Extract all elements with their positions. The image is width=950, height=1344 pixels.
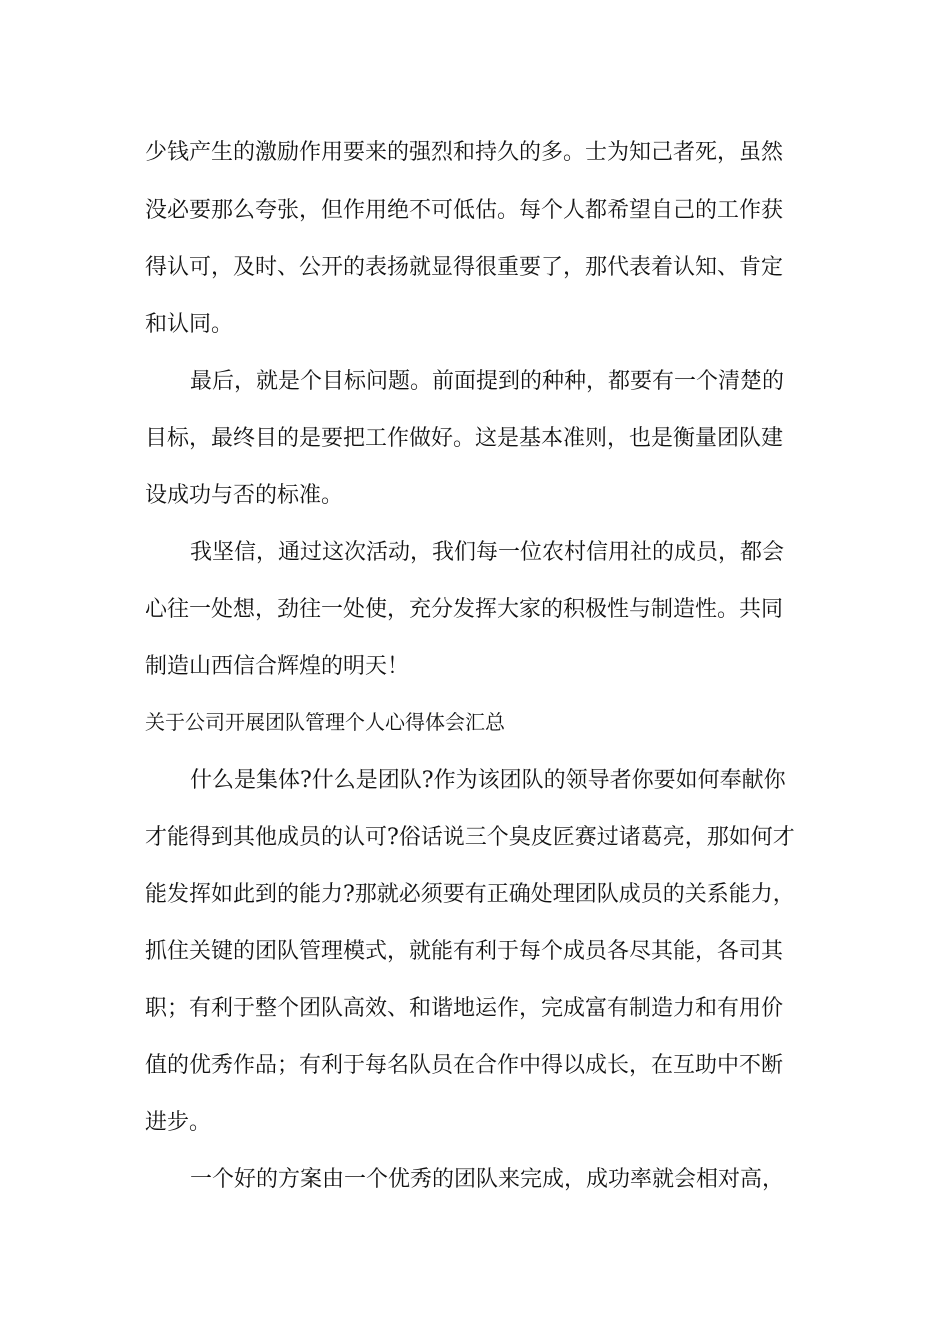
paragraph-first-line: 一个好的方案由一个优秀的团队来完成，成功率就会相对高， [190, 1167, 785, 1192]
body-text-line: 设成功与否的标准。 [145, 483, 344, 508]
section-heading: 关于公司开展团队管理个人心得体会汇总 [145, 710, 505, 734]
paragraph-first-line: 最后，就是个目标问题。前面提到的种种，都要有一个清楚的 [190, 369, 785, 394]
body-text-line: 和认同。 [145, 312, 234, 337]
body-text-line: 值的优秀作品；有利于每名队员在合作中得以成长，在互助中不断 [145, 1053, 784, 1078]
body-text-line: 才能得到其他成员的认可?俗话说三个臭皮匠赛过诸葛亮，那如何才 [145, 825, 795, 850]
body-text-line: 职；有利于整个团队高效、和谐地运作，完成富有制造力和有用价 [145, 996, 784, 1021]
paragraph-first-line: 什么是集体?什么是团队?作为该团队的领导者你要如何奉献你 [190, 768, 786, 793]
body-text-line: 少钱产生的激励作用要来的强烈和持久的多。士为知己者死，虽然 [145, 140, 784, 165]
body-text-line: 制造山西信合辉煌的明天！ [145, 654, 410, 679]
body-text-line: 进步。 [145, 1110, 212, 1135]
body-text-line: 目标，最终目的是要把工作做好。这是基本准则，也是衡量团队建 [145, 426, 784, 451]
body-text-line: 抓住关键的团队管理模式，就能有利于每个成员各尽其能，各司其 [145, 939, 784, 964]
paragraph-first-line: 我坚信，通过这次活动，我们每一位农村信用社的成员，都会 [190, 540, 785, 565]
body-text-line: 能发挥如此到的能力?那就必须要有正确处理团队成员的关系能力， [145, 882, 795, 907]
body-text-line: 得认可，及时、公开的表扬就显得很重要了，那代表着认知、肯定 [145, 255, 784, 280]
body-text-line: 没必要那么夸张，但作用绝不可低估。每个人都希望自己的工作获 [145, 198, 784, 223]
body-text-line: 心往一处想，劲往一处使，充分发挥大家的积极性与制造性。共同 [145, 597, 784, 622]
